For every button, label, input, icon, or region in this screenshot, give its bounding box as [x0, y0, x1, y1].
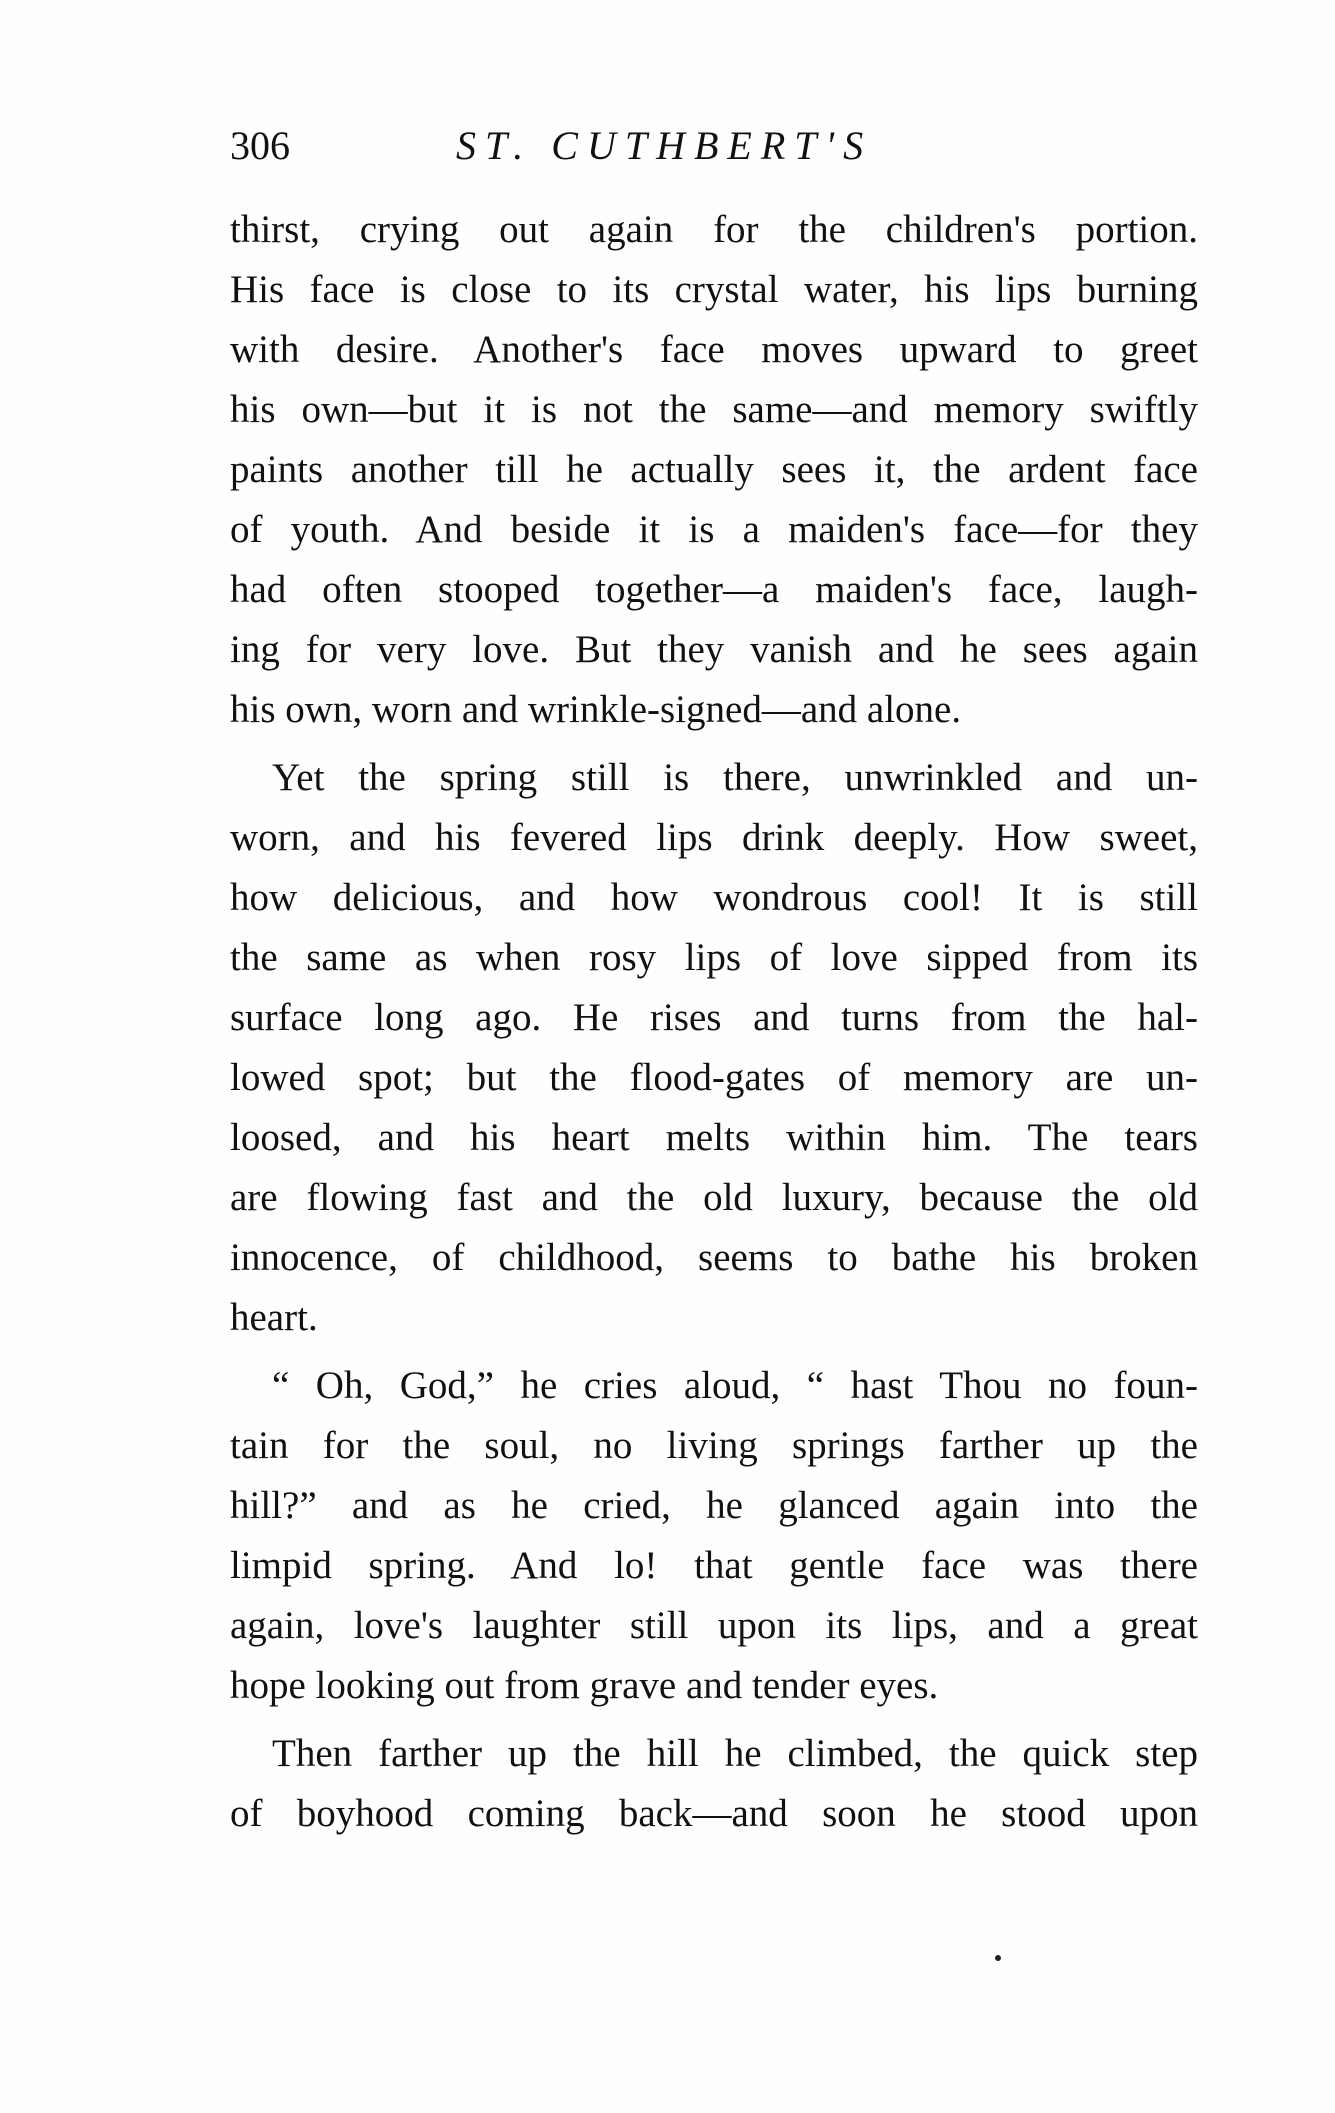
text-line: of boyhood coming back—and soon he stood upon [230, 1792, 1198, 1835]
text-line: tain for the soul, no living springs farther up the [230, 1424, 1198, 1467]
text-line: thirst, crying out again for the children's portion. [230, 208, 1198, 251]
text-line: the same as when rosy lips of love sipped from its [230, 936, 1198, 979]
paragraph [230, 1724, 1198, 1844]
paragraph [230, 1356, 1198, 1716]
ink-speck [995, 1955, 1001, 1961]
paragraph [230, 748, 1198, 1348]
text-line: hope looking out from grave and tender eyes. [230, 1664, 939, 1707]
text-line: surface long ago. He rises and turns from the hal- [230, 996, 1198, 1039]
text-line: lowed spot; but the flood-gates of memory are un- [230, 1056, 1198, 1099]
text-line: “ Oh, God,” he cries aloud, “ hast Thou no foun- [272, 1364, 1198, 1407]
text-line: how delicious, and how wondrous cool! It is still [230, 876, 1198, 919]
text-line: hill?” and as he cried, he glanced again into the [230, 1484, 1198, 1527]
running-head [230, 118, 1205, 174]
text-line: of youth. And beside it is a maiden's face—for they [230, 508, 1198, 551]
text-line: paints another till he actually sees it, the ardent face [230, 448, 1198, 491]
text-line: his own, worn and wrinkle-signed—and alone. [230, 688, 962, 731]
text-line: loosed, and his heart melts within him. The tears [230, 1116, 1198, 1159]
paragraph-gap [230, 1716, 1198, 1724]
text-line: worn, and his fevered lips drink deeply. How sweet, [230, 816, 1198, 859]
page-number: 306 [230, 123, 290, 168]
running-title: ST. CUTHBERT'S [456, 123, 873, 168]
text-line: his own—but it is not the same—and memory swiftly [230, 388, 1198, 431]
text-line: with desire. Another's face moves upward to greet [230, 328, 1198, 371]
text-line: Yet the spring still is there, unwrinkled and un- [272, 756, 1198, 799]
body-text [230, 200, 1198, 1844]
text-line: again, love's laughter still upon its lips, and a great [230, 1604, 1198, 1647]
text-line: ing for very love. But they vanish and he sees again [230, 628, 1198, 671]
paragraph [230, 200, 1198, 740]
text-line: had often stooped together—a maiden's face, laugh- [230, 568, 1198, 611]
text-line: innocence, of childhood, seems to bathe his broken [230, 1236, 1198, 1279]
text-line: limpid spring. And lo! that gentle face was there [230, 1544, 1198, 1587]
text-line: are flowing fast and the old luxury, because the old [230, 1176, 1198, 1219]
text-line: His face is close to its crystal water, his lips burning [230, 268, 1198, 311]
text-line: heart. [230, 1296, 318, 1339]
text-line: Then farther up the hill he climbed, the quick step [272, 1732, 1198, 1775]
paragraph-gap [230, 1348, 1198, 1356]
paragraph-gap [230, 740, 1198, 748]
